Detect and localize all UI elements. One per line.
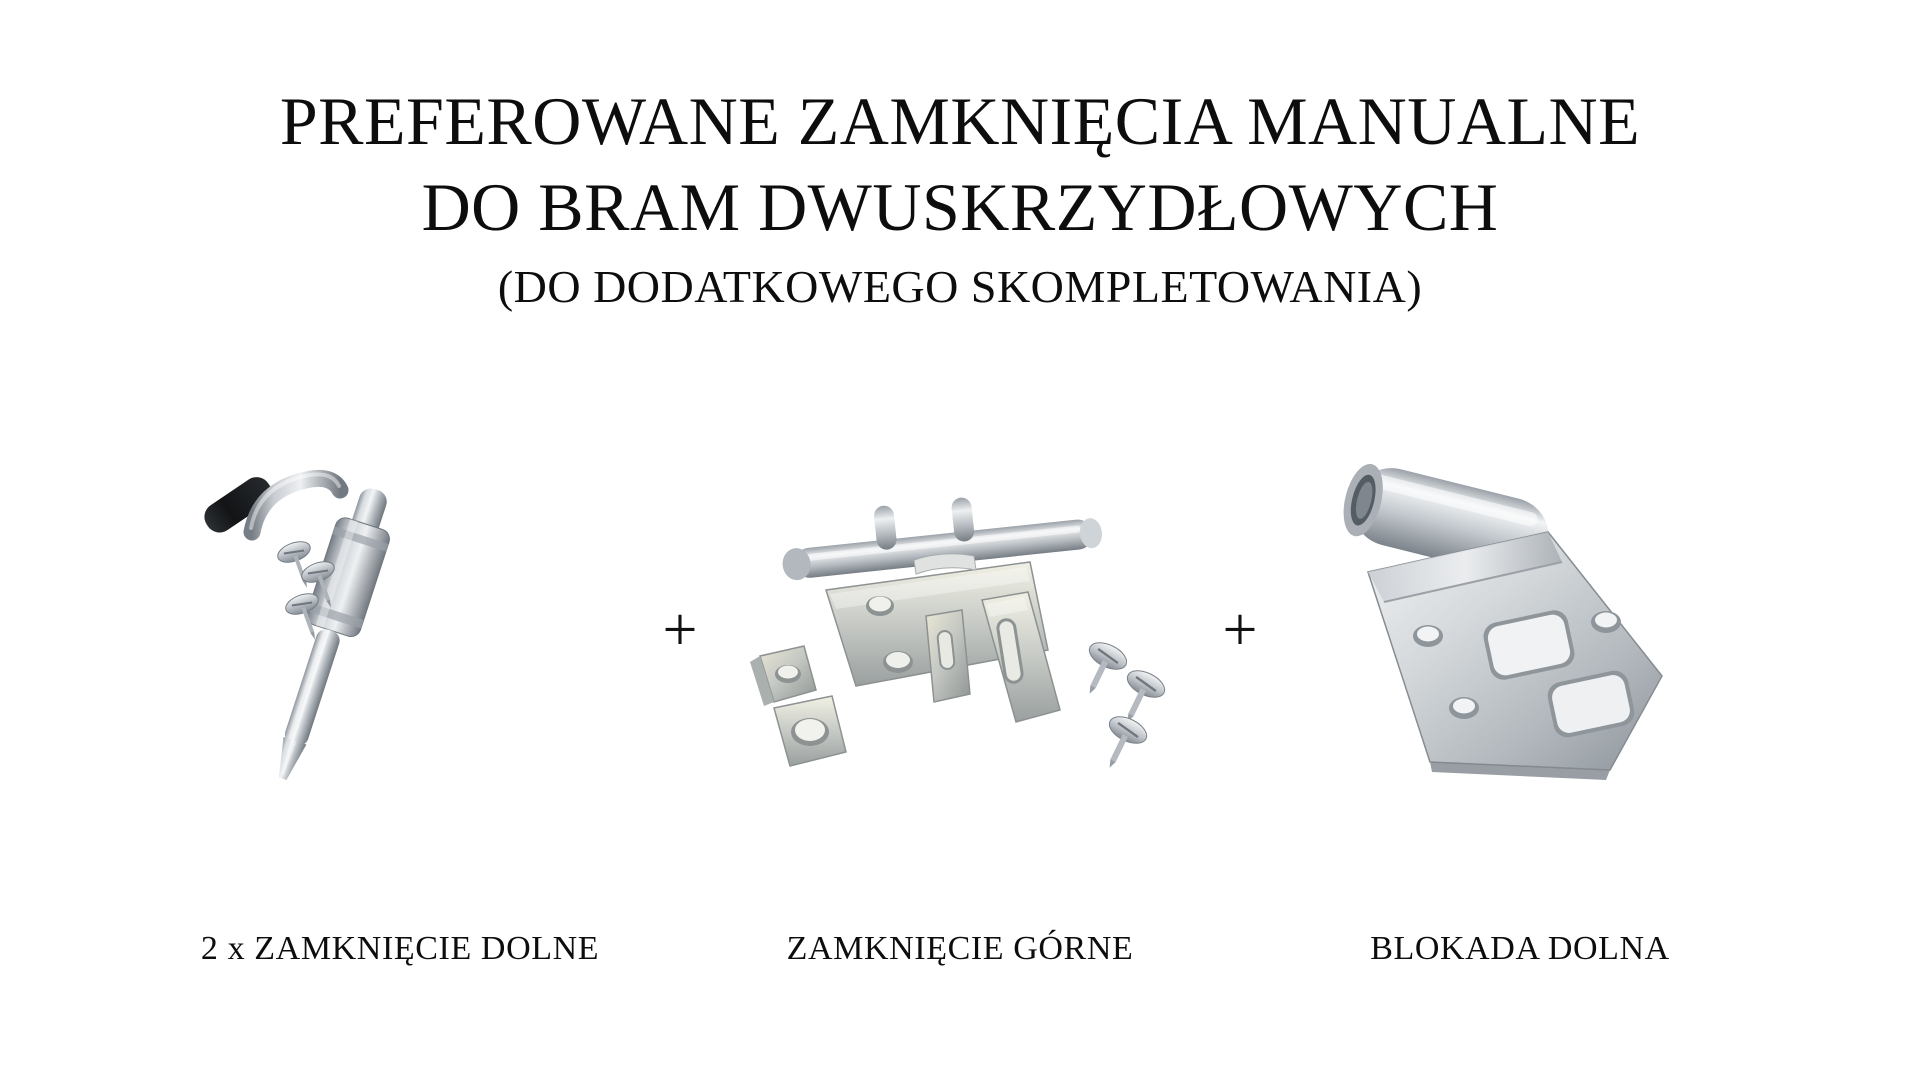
product-1	[160, 430, 640, 830]
bottom-drop-bolt-photo	[190, 440, 610, 820]
plus-separator-2: +	[1222, 596, 1258, 664]
caption-product-3: BLOKADA DOLNA	[1370, 930, 1670, 967]
plus-separator-1: +	[662, 596, 698, 664]
page-title	[0, 78, 1920, 324]
title-line-1: PREFEROWANE ZAMKNIĘCIA MANUALNE	[279, 83, 1641, 159]
caption-product-2: ZAMKNIĘCIE GÓRNE	[786, 930, 1134, 967]
title-subtitle: (DO DODATKOWEGO SKOMPLETOWANIA)	[497, 261, 1423, 312]
caption-row	[60, 930, 1860, 968]
product-image-row	[60, 430, 1860, 830]
caption-product-1: 2 x ZAMKNIĘCIE DOLNE	[200, 930, 600, 967]
title-line-2: DO BRAM DWUSKRZYDŁOWYCH	[421, 169, 1499, 245]
bottom-ground-keeper-photo	[1310, 440, 1730, 820]
top-slide-bolt-photo	[730, 440, 1190, 820]
product-2	[720, 430, 1200, 830]
product-3	[1280, 430, 1760, 830]
